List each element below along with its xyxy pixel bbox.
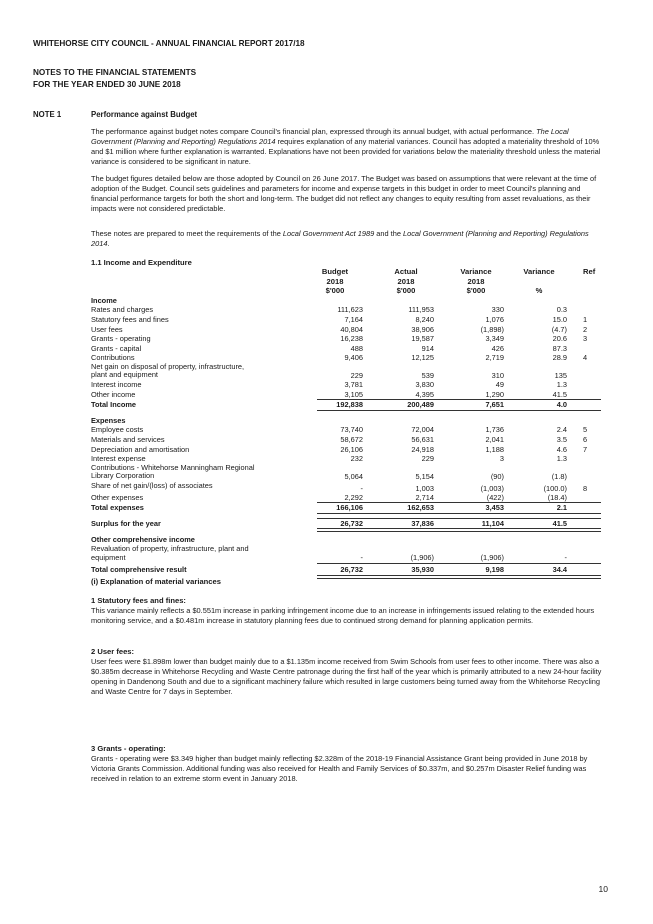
row-label: Other income — [91, 389, 136, 399]
total-comprehensive-row: Total comprehensive result 26,732 35,930 9,198 34.4 — [91, 565, 603, 575]
header-row-1 — [91, 267, 603, 277]
col-actual-unit: $'000 — [396, 286, 416, 296]
row-label: Employee costs — [91, 425, 144, 435]
income-expenditure-table — [91, 267, 603, 575]
note-number: NOTE 1 — [33, 110, 62, 119]
row-label: Depreciation and amortisation — [91, 444, 190, 454]
row-ref: 6 — [583, 434, 588, 444]
table-row — [91, 334, 603, 344]
row-label: Grants - operating — [91, 334, 151, 344]
row-ref: 1 — [583, 314, 588, 324]
row-actual: 38,906 — [411, 324, 434, 334]
income-rows — [91, 305, 603, 363]
intro-paragraph-3: These notes are prepared to meet the requirements of the Local Government Act 1989 and the Local Government (Planning and Reporting) Regulations 2014. — [91, 229, 589, 248]
row-budget: 9,406 — [344, 353, 363, 363]
row-pct: 15.0 — [552, 314, 567, 324]
explanation-heading-3: 3 Grants - operating: — [91, 744, 166, 753]
table-row — [91, 315, 603, 325]
header-row-3 — [91, 286, 603, 296]
row-variance: 1,290 — [485, 389, 504, 399]
row-pct: 20.6 — [552, 334, 567, 344]
row-pct: 1.3 — [556, 379, 567, 389]
section-title: 1.1 Income and Expenditure — [91, 258, 192, 267]
table-row — [91, 380, 603, 390]
row-actual: 229 — [421, 454, 434, 464]
row-pct: 3.5 — [556, 434, 567, 444]
row-actual: 56,631 — [411, 434, 434, 444]
col-variance-year: 2018 — [467, 276, 485, 286]
row-actual: 72,004 — [411, 425, 434, 435]
row-pct: 41.5 — [552, 389, 567, 399]
explanation-text-3: Grants - operating were $3.349 higher than budget mainly reflecting $2.328m of the 2018-19 Financial Assistance Grant being provided in June 2018 by Victoria Grants Commission. Additional funding was also received for Health and Family Services of $0.337m, and $0.257m Disaster Relief funding was received in relation to an extreme storm event in January 2018. — [91, 754, 588, 783]
row-label: Interest expense — [91, 454, 146, 464]
row-actual: 19,587 — [411, 334, 434, 344]
table-row — [91, 325, 603, 335]
row-budget: 58,672 — [340, 434, 363, 444]
col-pct-unit: % — [535, 286, 543, 296]
row-variance: 3 — [499, 454, 504, 464]
row-actual: 12,125 — [411, 353, 434, 363]
header-row-2 — [91, 277, 603, 287]
income-tail-rows — [91, 380, 603, 399]
row-budget: 3,781 — [344, 379, 363, 389]
row-variance: 49 — [495, 379, 504, 389]
table-row: Contributions - Whitehorse Manningham Regional Library Corporation 5,064 5,154 (90) (1.8) — [91, 462, 567, 481]
table-row — [91, 425, 603, 435]
row-budget: 73,740 — [340, 425, 363, 435]
table-row: Net gain on disposal of property, infrastructure, plant and equipment 229 539 310 135 — [91, 361, 567, 380]
notes-title: NOTES TO THE FINANCIAL STATEMENTS — [33, 68, 197, 77]
row-variance: 330 — [491, 305, 504, 315]
explanations-title: (i) Explanation of material variances — [91, 577, 221, 586]
col-budget-unit: $'000 — [325, 286, 345, 296]
row-budget: 232 — [350, 454, 363, 464]
row-variance: 2,719 — [485, 353, 504, 363]
row-variance: 3,349 — [485, 334, 504, 344]
total-income-row: Total Income 192,838 200,489 7,651 4.0 — [91, 400, 603, 410]
row-pct: (4.7) — [551, 324, 567, 334]
col-actual-year: 2018 — [397, 276, 415, 286]
row-variance: 2,041 — [485, 434, 504, 444]
table-row — [91, 390, 603, 400]
table-row: Other expenses 2,292 2,714 (422) (18.4) — [91, 492, 567, 502]
row-label: Interest income — [91, 379, 142, 389]
row-budget: 26,106 — [340, 444, 363, 454]
note-title: Performance against Budget — [91, 110, 198, 119]
row-ref: 7 — [583, 444, 588, 454]
surplus-row: Surplus for the year 26,732 37,836 11,104 41.5 — [91, 519, 603, 529]
table-row — [91, 435, 603, 445]
row-label: Contributions — [91, 353, 135, 363]
table-row — [91, 344, 603, 354]
total-expenses-row: Total expenses 166,106 162,653 3,453 2.1 — [91, 503, 603, 513]
row-ref: 5 — [583, 425, 588, 435]
row-label: Materials and services — [91, 434, 165, 444]
explanation-heading-2: 2 User fees: — [91, 647, 135, 656]
row-pct: 4.6 — [556, 444, 567, 454]
explanation-heading-1: 1 Statutory fees and fines: — [91, 596, 186, 605]
row-label: Rates and charges — [91, 305, 154, 315]
row-actual: 4,395 — [415, 389, 434, 399]
row-budget: 111,623 — [337, 305, 363, 315]
row-budget: 3,105 — [344, 389, 363, 399]
period-title: FOR THE YEAR ENDED 30 JUNE 2018 — [33, 80, 181, 89]
row-actual: 111,953 — [408, 305, 434, 315]
col-variance-pct: Variance — [523, 267, 555, 276]
col-actual: Actual — [394, 267, 418, 276]
row-budget: 488 — [350, 343, 363, 353]
row-actual: 24,918 — [411, 444, 434, 454]
explanation-text-1: This variance mainly reflects a $0.551m increase in parking infringement income due to an increase in infringements issued relating to the extended hours monitoring service, and a $0.481m increase in statutory planning fees due to continued strong demand for planning application permits. — [91, 606, 595, 625]
col-budget-year: 2018 — [326, 276, 344, 286]
oci-title: Other comprehensive income — [91, 535, 195, 545]
table-row: Revaluation of property, infrastructure, plant and equipment - (1,906) (1,906) - — [91, 544, 567, 563]
row-variance: 1,076 — [485, 314, 504, 324]
row-ref: 4 — [583, 353, 588, 363]
row-variance: (1,898) — [480, 324, 504, 334]
row-pct: 1.3 — [556, 454, 567, 464]
row-label: Grants - capital — [91, 343, 142, 353]
income-title: Income — [91, 295, 117, 305]
col-variance-unit: $'000 — [466, 286, 486, 296]
col-variance: Variance — [460, 267, 492, 276]
row-budget: 16,238 — [340, 334, 363, 344]
row-label: Statutory fees and fines — [91, 314, 169, 324]
row-variance: 1,736 — [485, 425, 504, 435]
row-pct: 87.3 — [552, 343, 567, 353]
expense-rows — [91, 425, 603, 463]
row-budget: 40,804 — [340, 324, 363, 334]
row-ref: 3 — [583, 334, 588, 344]
row-actual: 8,240 — [415, 314, 434, 324]
row-budget: 7,164 — [344, 314, 363, 324]
row-pct: 0.3 — [556, 305, 567, 315]
row-ref: 2 — [583, 324, 588, 334]
row-pct: 28.9 — [552, 353, 567, 363]
row-actual: 3,830 — [415, 379, 434, 389]
col-budget: Budget — [321, 267, 349, 276]
table-row: Share of net gain/(loss) of associates - 1,003 (1,003) (100.0) 8 — [91, 480, 588, 493]
col-ref: Ref — [583, 267, 596, 276]
row-variance: 1,188 — [485, 444, 504, 454]
row-label: User fees — [91, 324, 123, 334]
page-number: 10 — [598, 884, 608, 894]
report-title: WHITEHORSE CITY COUNCIL - ANNUAL FINANCIAL REPORT 2017/18 — [33, 39, 305, 48]
explanation-text-2: User fees were $1.898m lower than budget mainly due to a $1.135m income received from Swim Schools from user fees to other income. There was also a $0.385m decrease in Whitehorse Recycling and Waste Centre patronage during the first half of the year which is primarily attributed to a new 24-hour facility opening in Dandenong South and due to a significant machinery failure which resulted in large customers being turned away from the Whitehorse Recycling and Waste Centre for 7 days in September. — [91, 657, 602, 696]
table-row — [91, 305, 603, 315]
row-actual: 914 — [421, 343, 434, 353]
expenses-title: Expenses — [91, 415, 126, 425]
intro-paragraph-2: The budget figures detailed below are those adopted by Council on 26 June 2017. The Budget was based on assumptions that were relevant at the time of adoption of the Budget. Council sets guidelines and parameters for income and expense targets in this budget in order to meet Council's planning and financial performance targets for both the short and long-term. The budget did not reflect any changes to equity resulting from asset revaluations, as their impacts were not considered predictable. — [91, 174, 597, 213]
row-variance: 426 — [491, 343, 504, 353]
table-row — [91, 445, 603, 455]
row-pct: 2.4 — [556, 425, 567, 435]
intro-paragraph-1: The performance against budget notes compare Council's financial plan, expressed through its annual budget, with actual performance. The Local Government (Planning and Reporting) Regulations 2014 requires explanation of any material variances. Council has adopted a materiality threshold of 10% and $1 million where further explanation is warranted. Explanations have not been provided for variations below the materiality threshold unless the material variance is considered to be significant in nature. — [91, 127, 601, 166]
